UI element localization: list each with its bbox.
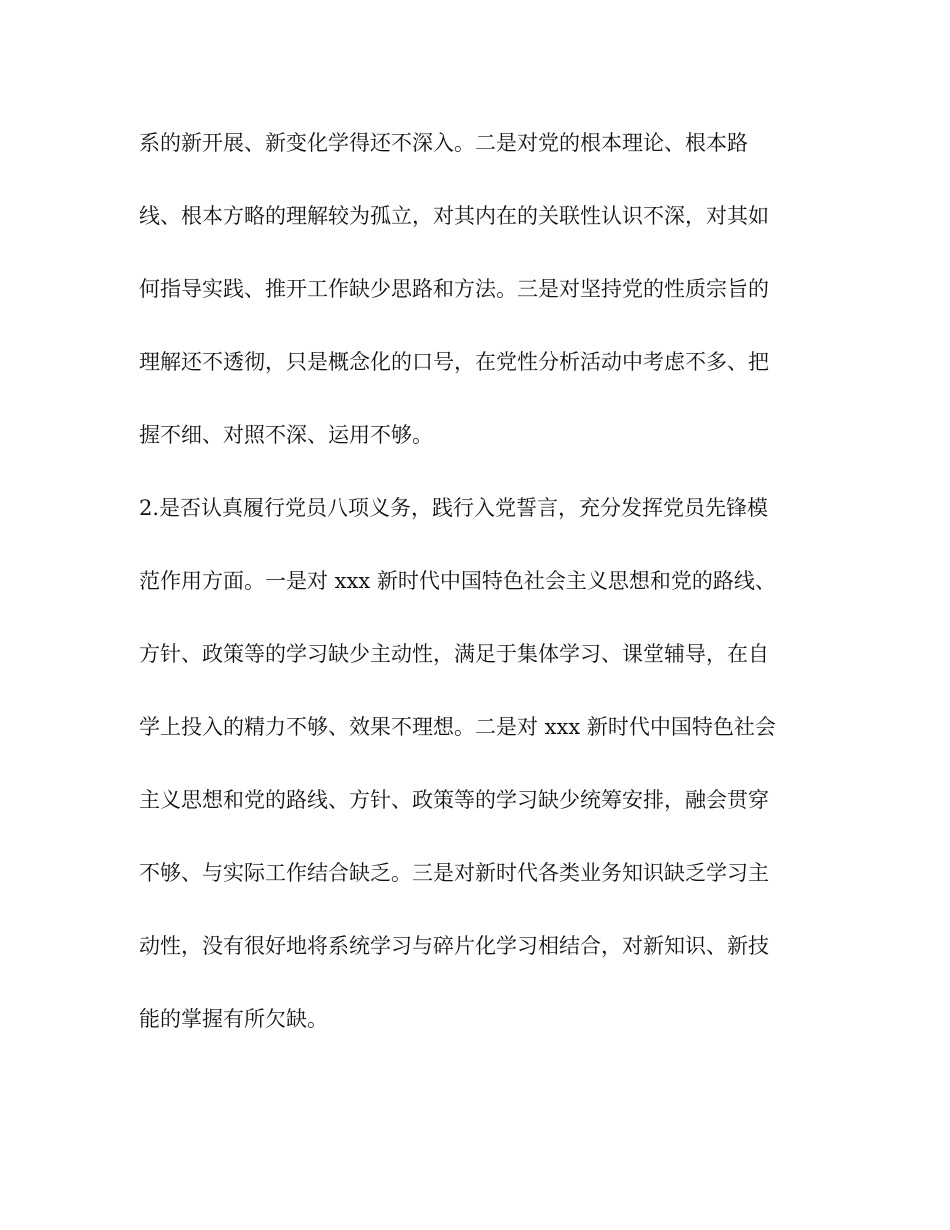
paragraph-line: 不够、与实际工作结合缺乏。三是对新时代各类业务知识缺乏学习主 bbox=[139, 861, 769, 885]
paragraph-line: 理解还不透彻，只是概念化的口号，在党性分析活动中考虑不多、把 bbox=[139, 350, 769, 374]
paragraph-line: 能的掌握有所欠缺。 bbox=[139, 1007, 328, 1031]
paragraph-line: 方针、政策等的学习缺少主动性，满足于集体学习、课堂辅导，在自 bbox=[139, 642, 769, 666]
paragraph-line: 学上投入的精力不够、效果不理想。二是对 xxx 新时代中国特色社会 bbox=[139, 715, 776, 739]
paragraph-line: 何指导实践、推开工作缺少思路和方法。三是对坚持党的性质宗旨的 bbox=[139, 277, 769, 301]
paragraph-line: 主义思想和党的路线、方针、政策等的学习缺少统筹安排，融会贯穿 bbox=[139, 788, 769, 812]
paragraph-line: 握不细、对照不深、运用不够。 bbox=[139, 423, 433, 447]
paragraph-line: 动性，没有很好地将系统学习与碎片化学习相结合，对新知识、新技 bbox=[139, 934, 769, 958]
paragraph-line: 线、根本方略的理解较为孤立，对其内在的关联性认识不深，对其如 bbox=[139, 204, 769, 228]
paragraph-line: 范作用方面。一是对 xxx 新时代中国特色社会主义思想和党的路线、 bbox=[139, 569, 776, 593]
paragraph-line: 系的新开展、新变化学得还不深入。二是对党的根本理论、根本路 bbox=[139, 131, 748, 155]
paragraph-line: 2.是否认真履行党员八项义务，践行入党誓言，充分发挥党员先锋模 bbox=[139, 496, 769, 520]
